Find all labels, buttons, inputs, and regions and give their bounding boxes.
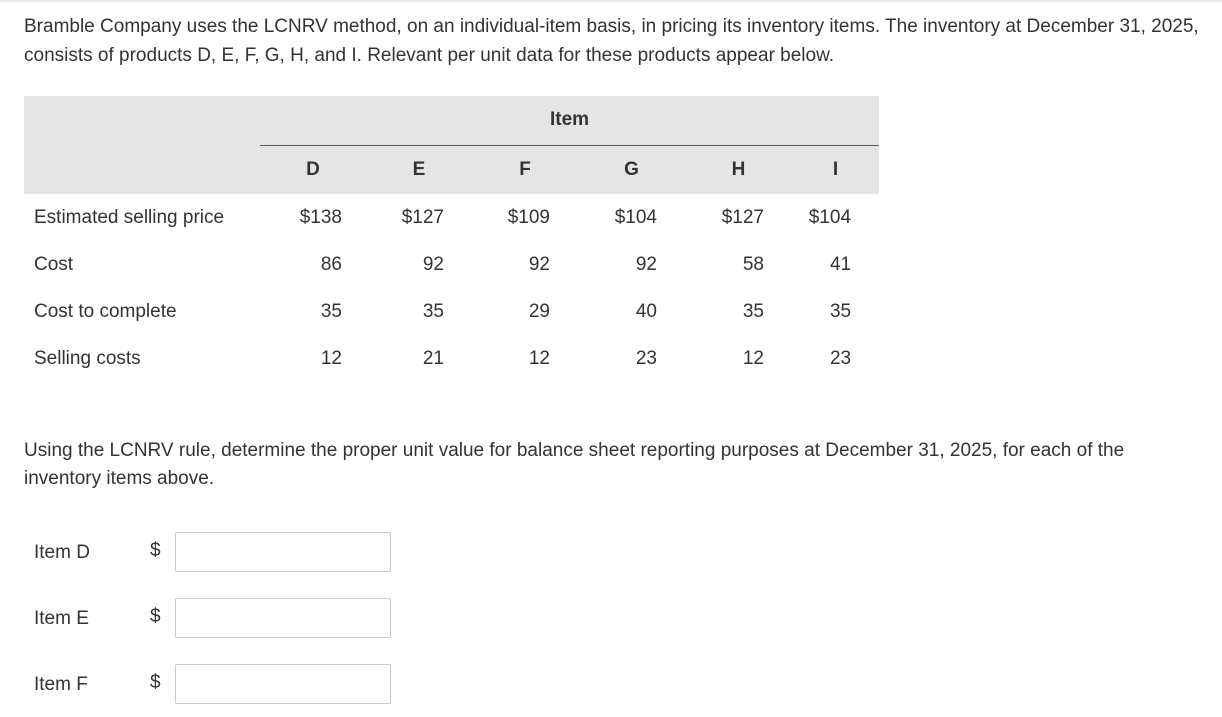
table-row bbox=[24, 194, 879, 241]
column-header-e: E bbox=[366, 146, 472, 195]
item-d-value-input[interactable] bbox=[175, 532, 391, 572]
header-blank-cell bbox=[24, 96, 260, 146]
table-cell: 92 bbox=[528, 253, 550, 275]
header-blank-cell bbox=[24, 146, 260, 195]
table-cell: $138 bbox=[299, 206, 342, 228]
table-cell: 92 bbox=[422, 253, 444, 275]
table-cell: 12 bbox=[320, 347, 342, 369]
dollar-sign: $ bbox=[150, 606, 161, 627]
table-cell: 58 bbox=[742, 253, 764, 275]
answer-row-item-f bbox=[24, 664, 424, 706]
answer-label: Item D bbox=[34, 542, 90, 563]
table-cell: 21 bbox=[422, 347, 444, 369]
column-header-f: F bbox=[472, 146, 578, 195]
item-f-value-input[interactable] bbox=[175, 664, 391, 704]
answer-row-item-d bbox=[24, 532, 424, 574]
item-e-value-input[interactable] bbox=[175, 598, 391, 638]
table-header-group-row bbox=[24, 96, 879, 146]
table-row bbox=[24, 335, 879, 382]
column-header-i: I bbox=[792, 146, 879, 195]
table-cell: 92 bbox=[635, 253, 657, 275]
row-label-cost: Cost bbox=[34, 253, 74, 275]
problem-intro: Bramble Company uses the LCNRV method, on an individual-item basis, in pricing its inventory items. The inventory at December 31, 2025, consists of products D, E, F, G, H, and I. Relevant per unit data for these products appear below. bbox=[24, 16, 1199, 66]
table-cell: 35 bbox=[742, 300, 764, 322]
question-prompt: Using the LCNRV rule, determine the proper unit value for balance sheet reporting purposes at December 31, 2025, for each of the inventory items above. bbox=[24, 440, 1125, 489]
table-cell: $104 bbox=[614, 206, 657, 228]
row-label-cost-to-complete: Cost to complete bbox=[34, 300, 177, 322]
table-cell: $109 bbox=[507, 206, 550, 228]
table-cell: $104 bbox=[808, 206, 852, 228]
dollar-sign: $ bbox=[150, 540, 161, 561]
dollar-sign: $ bbox=[150, 672, 161, 693]
row-label-selling-costs: Selling costs bbox=[34, 347, 141, 369]
table-cell: 12 bbox=[742, 347, 764, 369]
table-cell: $127 bbox=[401, 206, 444, 228]
top-divider bbox=[0, 0, 1222, 2]
table-cell: 12 bbox=[528, 347, 550, 369]
answer-row-item-e bbox=[24, 598, 424, 640]
table-cell: 29 bbox=[528, 300, 550, 322]
answer-label: Item F bbox=[34, 674, 88, 695]
table-cell: 35 bbox=[422, 300, 444, 322]
table-cell: 23 bbox=[829, 347, 852, 369]
table-cell: 86 bbox=[320, 253, 342, 275]
inventory-data-table bbox=[24, 96, 879, 382]
row-label-estimated-selling-price: Estimated selling price bbox=[34, 206, 225, 228]
table-cell: 35 bbox=[320, 300, 342, 322]
table-cell: 40 bbox=[635, 300, 657, 322]
column-header-d: D bbox=[260, 146, 366, 195]
table-row bbox=[24, 241, 879, 288]
column-header-h: H bbox=[685, 146, 792, 195]
answer-label: Item E bbox=[34, 608, 89, 629]
table-row bbox=[24, 288, 879, 335]
table-cell: 23 bbox=[635, 347, 657, 369]
table-cell: 41 bbox=[829, 253, 852, 275]
table-cell: $127 bbox=[721, 206, 764, 228]
column-header-g: G bbox=[578, 146, 685, 195]
table-column-header-row bbox=[24, 146, 879, 195]
table-cell: 35 bbox=[829, 300, 852, 322]
item-group-header: Item bbox=[260, 96, 879, 146]
